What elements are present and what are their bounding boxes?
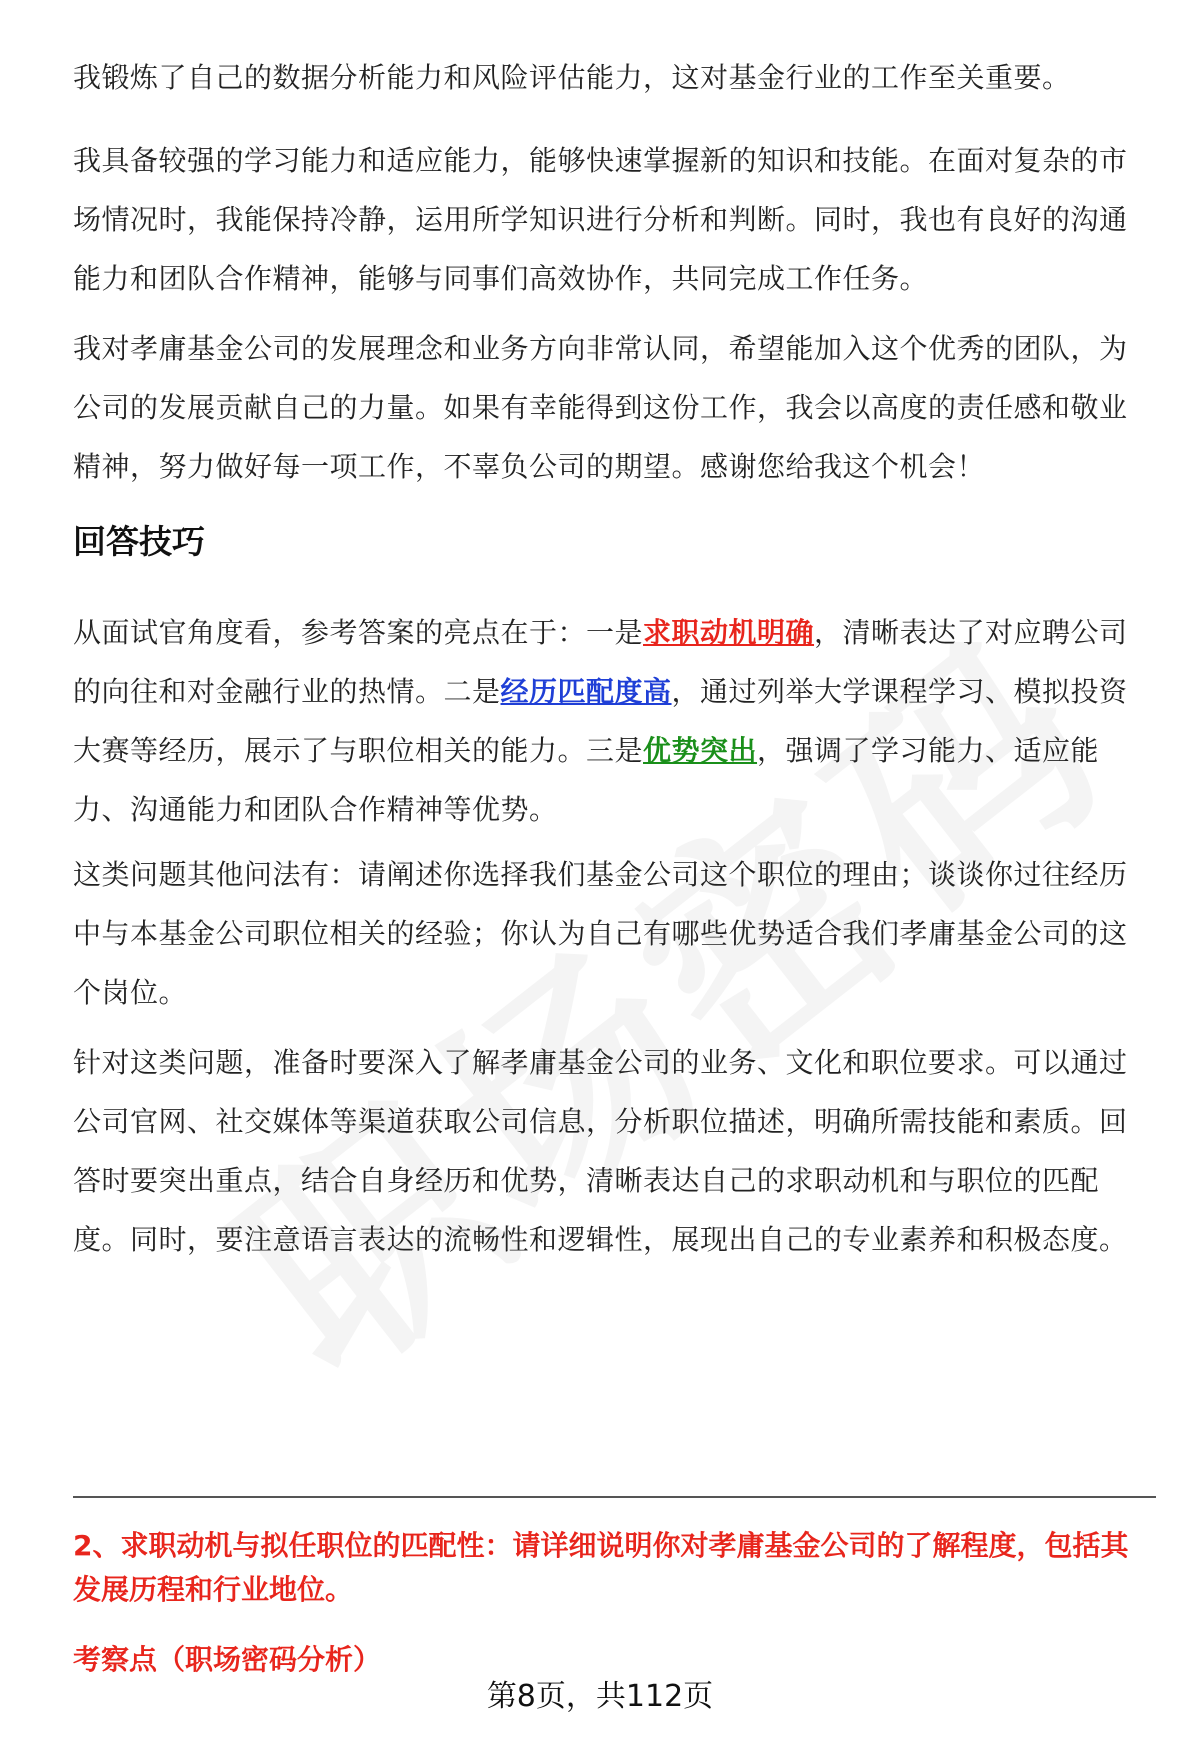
page-number-footer: 第8页，共112页	[486, 1679, 714, 1714]
paragraph-tips-highlights	[73, 603, 1153, 839]
tips-text-part4: ，强调了学习能力、适应能力、沟通能力和团队合作精神等优势。	[73, 734, 1100, 826]
tips-text-part2: ，清晰表达了对应聘公司的向往和对金融行业的热情。二是	[73, 616, 1128, 708]
examination-point-heading: 考察点（职场密码分析）	[73, 1643, 382, 1676]
highlight-experience-match: 经历匹配度高	[500, 675, 672, 708]
section-divider	[73, 1496, 1156, 1498]
tips-text-part3: ，通过列举大学课程学习、模拟投资大赛等经历，展示了与职位相关的能力。三是	[73, 675, 1128, 767]
question-2-title: 2、求职动机与拟任职位的匹配性：请详细说明你对孝庸基金公司的了解程度，包括其发展历程和行业地位。	[73, 1529, 1129, 1606]
highlight-strengths: 优势突出	[643, 734, 758, 767]
paragraph-alternative-questions: 这类问题其他问法有：请阐述你选择我们基金公司这个职位的理由；谈谈你过往经历中与本基金公司职位相关的经验；你认为自己有哪些优势适合我们孝庸基金公司的这个岗位。	[73, 858, 1128, 1009]
highlight-motivation: 求职动机明确	[643, 616, 815, 649]
paragraph-company-identity: 我对孝庸基金公司的发展理念和业务方向非常认同，希望能加入这个优秀的团队，为公司的发展贡献自己的力量。如果有幸能得到这份工作，我会以高度的责任感和敬业精神，努力做好每一项工作，不辜负公司的期望。感谢您给我这个机会！	[73, 332, 1128, 483]
tips-text-part1: 从面试官角度看，参考答案的亮点在于：一是	[73, 616, 644, 649]
paragraph-skills-analysis: 我锻炼了自己的数据分析能力和风险评估能力，这对基金行业的工作至关重要。	[73, 61, 1071, 94]
document-page	[73, 0, 1153, 1755]
section-heading-answer-tips: 回答技巧	[73, 522, 205, 561]
paragraph-learning-ability: 我具备较强的学习能力和适应能力，能够快速掌握新的知识和技能。在面对复杂的市场情况时，我能保持冷静，运用所学知识进行分析和判断。同时，我也有良好的沟通能力和团队合作精神，能够与同事们高效协作，共同完成工作任务。	[73, 144, 1128, 295]
paragraph-preparation-advice: 针对这类问题，准备时要深入了解孝庸基金公司的业务、文化和职位要求。可以通过公司官网、社交媒体等渠道获取公司信息，分析职位描述，明确所需技能和素质。回答时要突出重点，结合自身经历和优势，清晰表达自己的求职动机和与职位的匹配度。同时，要注意语言表达的流畅性和逻辑性，展现出自己的专业素养和积极态度。	[73, 1046, 1128, 1256]
